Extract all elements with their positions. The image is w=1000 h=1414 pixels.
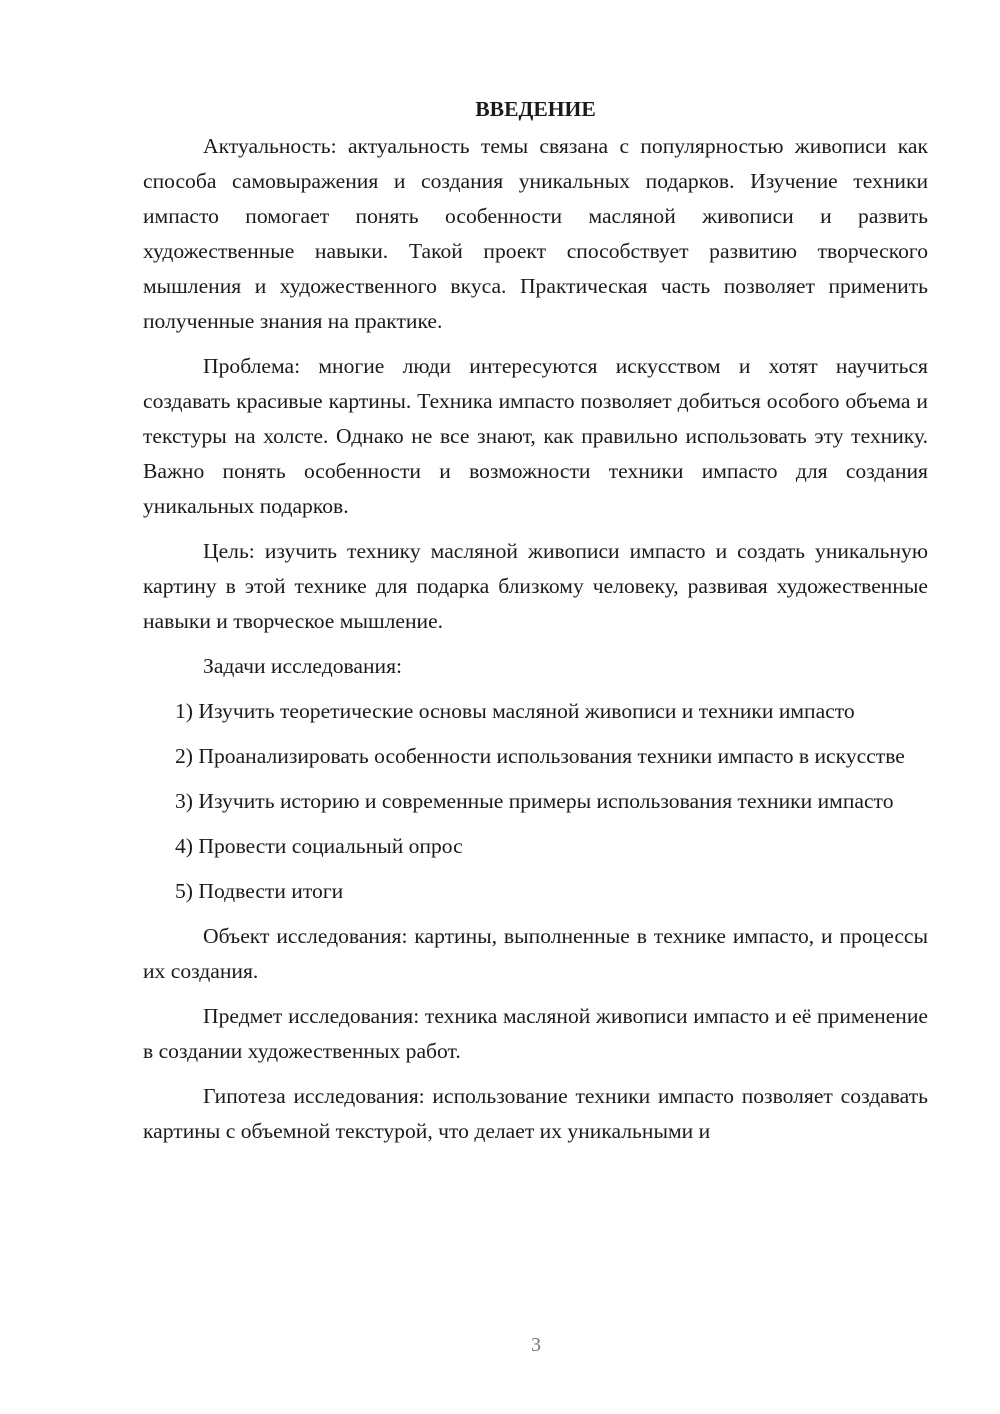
paragraph-relevance: Актуальность: актуальность темы связана с популярностью живописи как способа самовыражения и создания уникальных подарков. Изучение техники импасто помогает понять особенности масляной живописи и развить художественные навыки. Такой проект способствует развитию творческого мышления и художественного вкуса. Практическая часть позволяет применить полученные знания на практике. [143, 134, 928, 333]
paragraph-problem: Проблема: многие люди интересуются искусством и хотят научиться создавать красивые картины. Техника импасто позволяет добиться особого объема и текстуры на холсте. Однако не все знают, как правильно использовать эту технику. Важно понять особенности и возможности техники импасто для создания уникальных подарков. [143, 354, 928, 518]
paragraph-goal: Цель: изучить технику масляной живописи импасто и создать уникальную картину в этой технике для подарка близкому человеку, развивая художественные навыки и творческое мышление. [143, 539, 928, 633]
document-body [143, 92, 928, 1159]
task-item-1: 1) Изучить теоретические основы масляной живописи и техники импасто [175, 699, 855, 723]
page-number: 3 [531, 1334, 541, 1356]
section-title: ВВЕДЕНИЕ [475, 97, 596, 121]
task-item-5: 5) Подвести итоги [175, 879, 344, 903]
paragraph-hypothesis: Гипотеза исследования: использование техники импасто позволяет создавать картины с объемной текстурой, что делает их уникальными и [143, 1084, 928, 1143]
paragraph-object: Объект исследования: картины, выполненные в технике импасто, и процессы их создания. [143, 924, 928, 983]
task-item-2: 2) Проанализировать особенности использования техники импасто в искусстве [175, 744, 905, 768]
paragraph-subject: Предмет исследования: техника масляной живописи импасто и её применение в создании художественных работ. [143, 1004, 928, 1063]
task-item-3: 3) Изучить историю и современные примеры использования техники импасто [175, 789, 894, 813]
tasks-heading: Задачи исследования: [203, 654, 403, 678]
task-item-4: 4) Провести социальный опрос [175, 834, 463, 858]
